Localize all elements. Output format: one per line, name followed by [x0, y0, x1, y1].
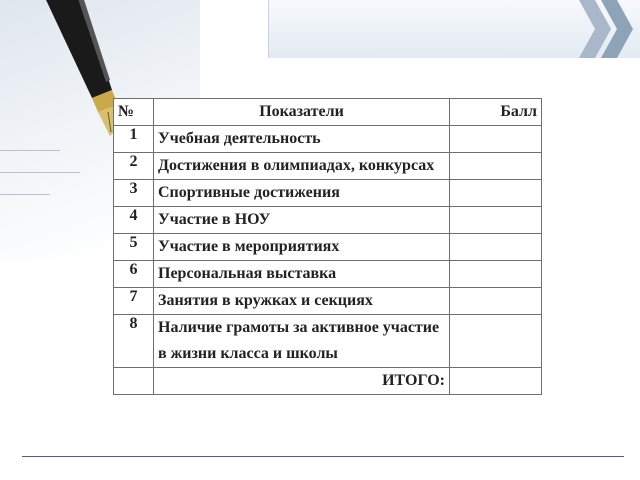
- row-score-cell[interactable]: [450, 261, 542, 288]
- total-number-cell: [114, 368, 154, 395]
- row-indicator: Участие в НОУ: [154, 207, 450, 234]
- row-number: 2: [114, 153, 154, 180]
- row-score-cell[interactable]: [450, 207, 542, 234]
- table-row: [114, 234, 542, 261]
- total-score-cell[interactable]: [450, 368, 542, 395]
- row-score-cell[interactable]: [450, 288, 542, 315]
- chevron-right-icon: [571, 0, 640, 58]
- row-indicator: Персональная выставка: [154, 261, 450, 288]
- row-indicator: Занятия в кружках и секциях: [154, 288, 450, 315]
- row-indicator: Наличие грамоты за активное участие в жизни класса и школы: [154, 315, 450, 368]
- row-score-cell[interactable]: [450, 126, 542, 153]
- paper-line: [0, 172, 80, 173]
- row-indicator: Достижения в олимпиадах, конкурсах: [154, 153, 450, 180]
- row-indicator: Спортивные достижения: [154, 180, 450, 207]
- row-indicator: Участие в мероприятиях: [154, 234, 450, 261]
- row-score-cell[interactable]: [450, 315, 542, 368]
- row-number: 7: [114, 288, 154, 315]
- header-number: №: [114, 99, 154, 126]
- paper-line: [0, 194, 50, 195]
- row-score-cell[interactable]: [450, 180, 542, 207]
- achievements-score-table: [113, 98, 542, 395]
- footer-divider: [22, 456, 624, 457]
- header-band: [268, 0, 640, 58]
- table-row: [114, 180, 542, 207]
- table-row: [114, 126, 542, 153]
- table-row: [114, 261, 542, 288]
- row-number: 3: [114, 180, 154, 207]
- table-row: [114, 153, 542, 180]
- table-row: [114, 207, 542, 234]
- table-row: [114, 288, 542, 315]
- row-number: 6: [114, 261, 154, 288]
- total-label: ИТОГО:: [154, 368, 450, 395]
- row-number: 5: [114, 234, 154, 261]
- row-indicator: Учебная деятельность: [154, 126, 450, 153]
- row-number: 8: [114, 315, 154, 368]
- row-score-cell[interactable]: [450, 153, 542, 180]
- table-header-row: [114, 99, 542, 126]
- row-number: 4: [114, 207, 154, 234]
- header-score: Балл: [450, 99, 542, 126]
- table-total-row: [114, 368, 542, 395]
- row-score-cell[interactable]: [450, 234, 542, 261]
- header-indicators: Показатели: [154, 99, 450, 126]
- row-number: 1: [114, 126, 154, 153]
- table-row: [114, 315, 542, 368]
